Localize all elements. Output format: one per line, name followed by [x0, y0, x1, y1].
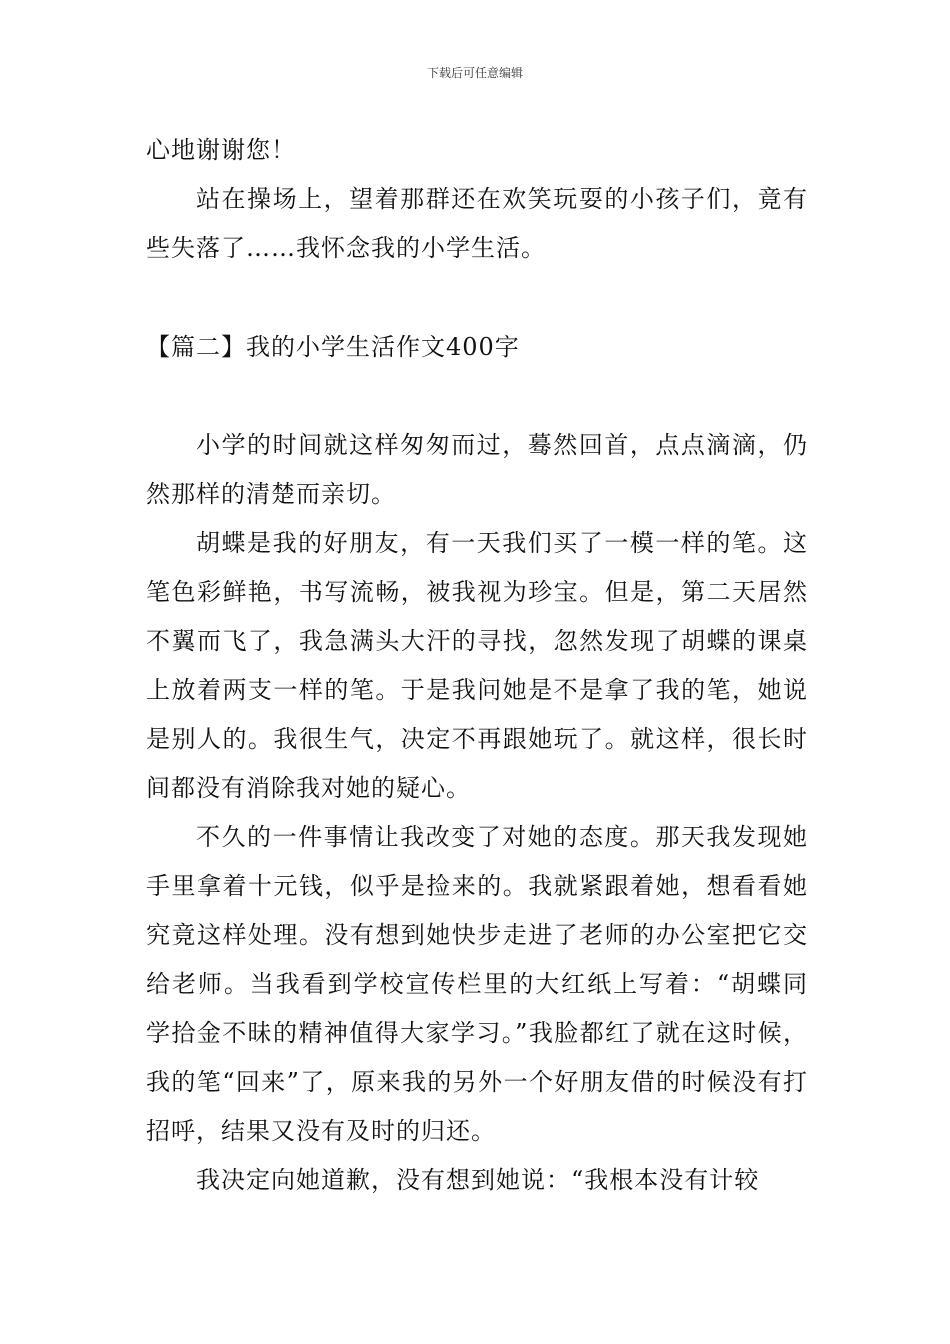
document-body: [146, 126, 808, 1205]
paragraph-3: 小学的时间就这样匆匆而过，蓦然回首，点点滴滴，仍然那样的清楚而亲切。: [146, 431, 808, 508]
section-title: 【篇二】我的小学生活作文400字: [146, 333, 520, 361]
paragraph-6: 我决定向她道歉，没有想到她说：“我根本没有计较: [196, 1166, 760, 1194]
page-header: 下载后可任意编辑: [426, 66, 523, 80]
paragraph-1: 心地谢谢您！: [146, 136, 296, 164]
paragraph-5: 不久的一件事情让我改变了对她的态度。那天我发现她手里拿着十元钱，似乎是捡来的。我就紧跟着她，想看看她究竟这样处理。没有想到她快步走进了老师的办公室把它交给老师。当我看到学校宣传栏里的大红纸上写着：“胡蝶同学拾金不昧的精神值得大家学习。”我脸都红了就在这时候，我的笔“回来”了，原来我的另外一个好朋友借的时候没有打招呼，结果又没有及时的归还。: [146, 823, 808, 1145]
paragraph-4: 胡蝶是我的好朋友，有一天我们买了一模一样的笔。这笔色彩鲜艳，书写流畅，被我视为珍宝。但是，第二天居然不翼而飞了，我急满头大汗的寻找，忽然发现了胡蝶的课桌上放着两支一样的笔。于是我问她是不是拿了我的笔，她说是别人的。我很生气，决定不再跟她玩了。就这样，很长时间都没有消除我对她的疑心。: [146, 529, 808, 802]
paragraph-2: 站在操场上，望着那群还在欢笑玩耍的小孩子们，竟有些失落了……我怀念我的小学生活。: [146, 185, 808, 262]
section-title-block: [146, 317, 808, 377]
